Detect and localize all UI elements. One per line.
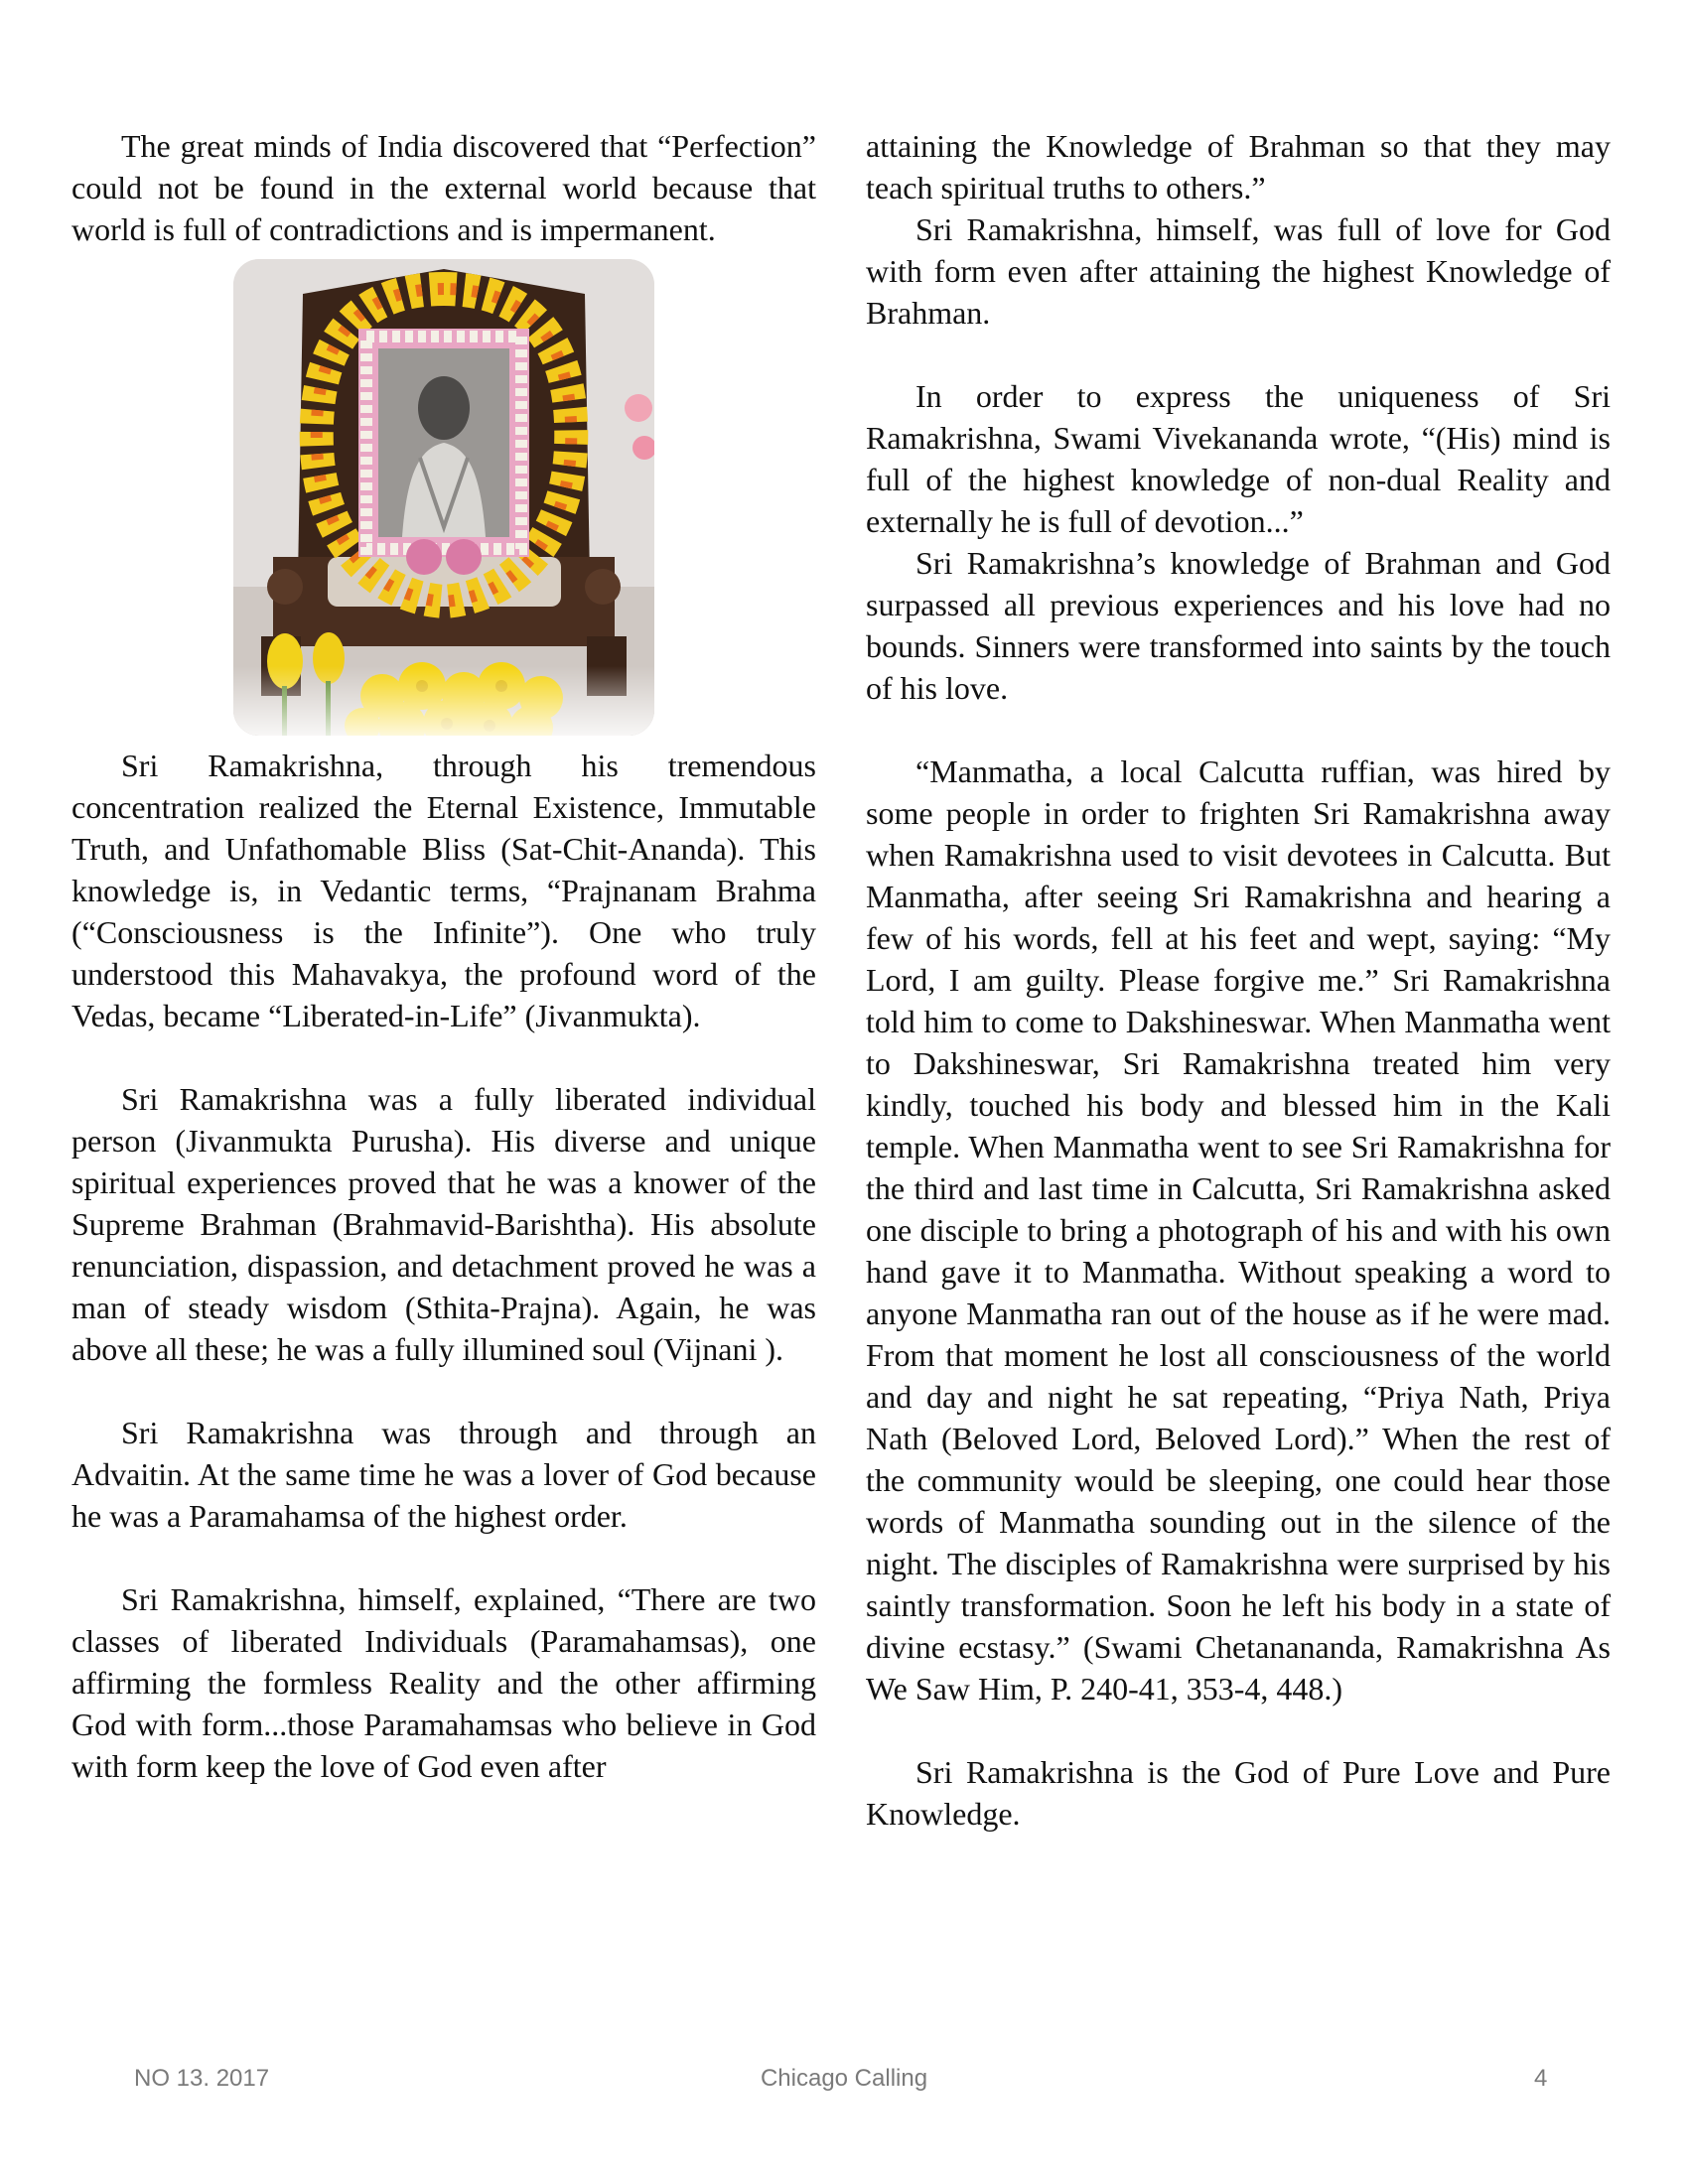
paragraph-continuation: attaining the Knowledge of Brahman so that they may teach spiritual truths to others.” [866,128,1611,205]
paragraph-gap [866,1709,1611,1751]
paragraph-vivekananda-quote: In order to express the uniqueness of Sri Ramakrishna, Swami Vivekananda wrote, “(His) mind is full of the highest knowledge of non-dual Reality and externally he is full of devotion...” [866,378,1611,539]
paragraph-gap [866,334,1611,375]
paragraph-liberated: Sri Ramakrishna was a fully liberated individual person (Jivanmukta Purusha). His diverse and unique spiritual experiences proved that he was a knower of the Supreme Brahman (Brahmavid-Barishtha). His absolute renunciation, dispassion, and detachment proved he was a man of steady wisdom (Sthita-Prajna). Again, he was above all these; he was a fully illumined soul (Vijnani ). [71,1081,816,1367]
footer-issue: NO 13. 2017 [134,2065,270,2092]
footer-page-number: 4 [1534,2065,1548,2092]
right-column [866,125,1611,1835]
paragraph-knowledge-of-brahman: Sri Ramakrishna’s knowledge of Brahman and God surpassed all previous experiences and his love had no bounds. Sinners were transformed into saints by the touch of his love. [866,545,1611,706]
left-column [71,125,816,1787]
page-footer [0,2065,1688,2095]
paragraph-gap [866,709,1611,751]
paragraph-pure-love: Sri Ramakrishna is the God of Pure Love and Pure Knowledge. [866,1754,1611,1832]
paragraph-paramahamsas: Sri Ramakrishna, himself, explained, “There are two classes of liberated Individuals (Paramahamsas), one affirming the formless Reality and the other affirming God with form...those Paramahamsas who believe in God with form keep the love of God even after [71,1581,816,1784]
paragraph-advaitin: Sri Ramakrishna was through and through an Advaitin. At the same time he was a lover of God because he was a Paramahamsa of the highest order. [71,1415,816,1534]
paragraph-gap [71,1036,816,1078]
paragraph-manmatha-story: “Manmatha, a local Calcutta ruffian, was hired by some people in order to frighten Sri Ramakrishna away when Ramakrishna used to visit devotees in Calcutta. But Manmatha, after seeing Sri Ramakrishna and hearing a few of his words, fell at his feet and wept, saying: “My Lord, I am guilty. Please forgive me.” Sri Ramakrishna told him to come to Dakshineswar. When Manmatha went to Dakshineswar, Sri Ramakrishna treated him very kindly, touched his body and blessed him in the Kali temple. When Manmatha went to see Sri Ramakrishna for the third and last time in Calcutta, Sri Ramakrishna asked one disciple to bring a photograph of his and with his own hand gave it to Manmatha. Without speaking a word to anyone Manmatha ran out of the house as if he were mad. From that moment he lost all consciousness of the world and day and night he sat repeating, “Priya Nath, Priya Nath (Beloved Lord, Beloved Lord).” When the rest of the community would be sleeping, one could hear those words of Manmatha sounding out in the silence of the night. The disciples of Ramakrishna were surprised by his saintly transformation. Soon he left his body in a state of divine ecstasy.” (Swami Chetanananda, Ramakrishna As We Saw Him, P. 240-41, 353-4, 448.) [866,753,1611,1706]
paragraph-gap [71,1370,816,1412]
paragraph-realization: Sri Ramakrishna, through his tremendous concentration realized the Eternal Existence, Immutable Truth, and Unfathomable Bliss (Sat-Chit-Ananda). This knowledge is, in Vedantic terms, “Prajnanam Brahma (“Consciousness is the Infinite”). One who truly understood this Mahavakya, the profound word of the Vedas, became “Liberated-in-Life” (Jivanmukta). [71,748,816,1033]
photo-bottom-fade [233,666,654,736]
paragraph-love-for-god: Sri Ramakrishna, himself, was full of love for God with form even after attaining the highest Knowledge of Brahman. [866,211,1611,331]
paragraph-gap [71,1537,816,1578]
footer-publication: Chicago Calling [760,2065,928,2092]
ramakrishna-altar-photo [233,259,654,736]
paragraph-perfection: The great minds of India discovered that “Perfection” could not be found in the external world because that world is full of contradictions and is impermanent. [71,128,816,247]
